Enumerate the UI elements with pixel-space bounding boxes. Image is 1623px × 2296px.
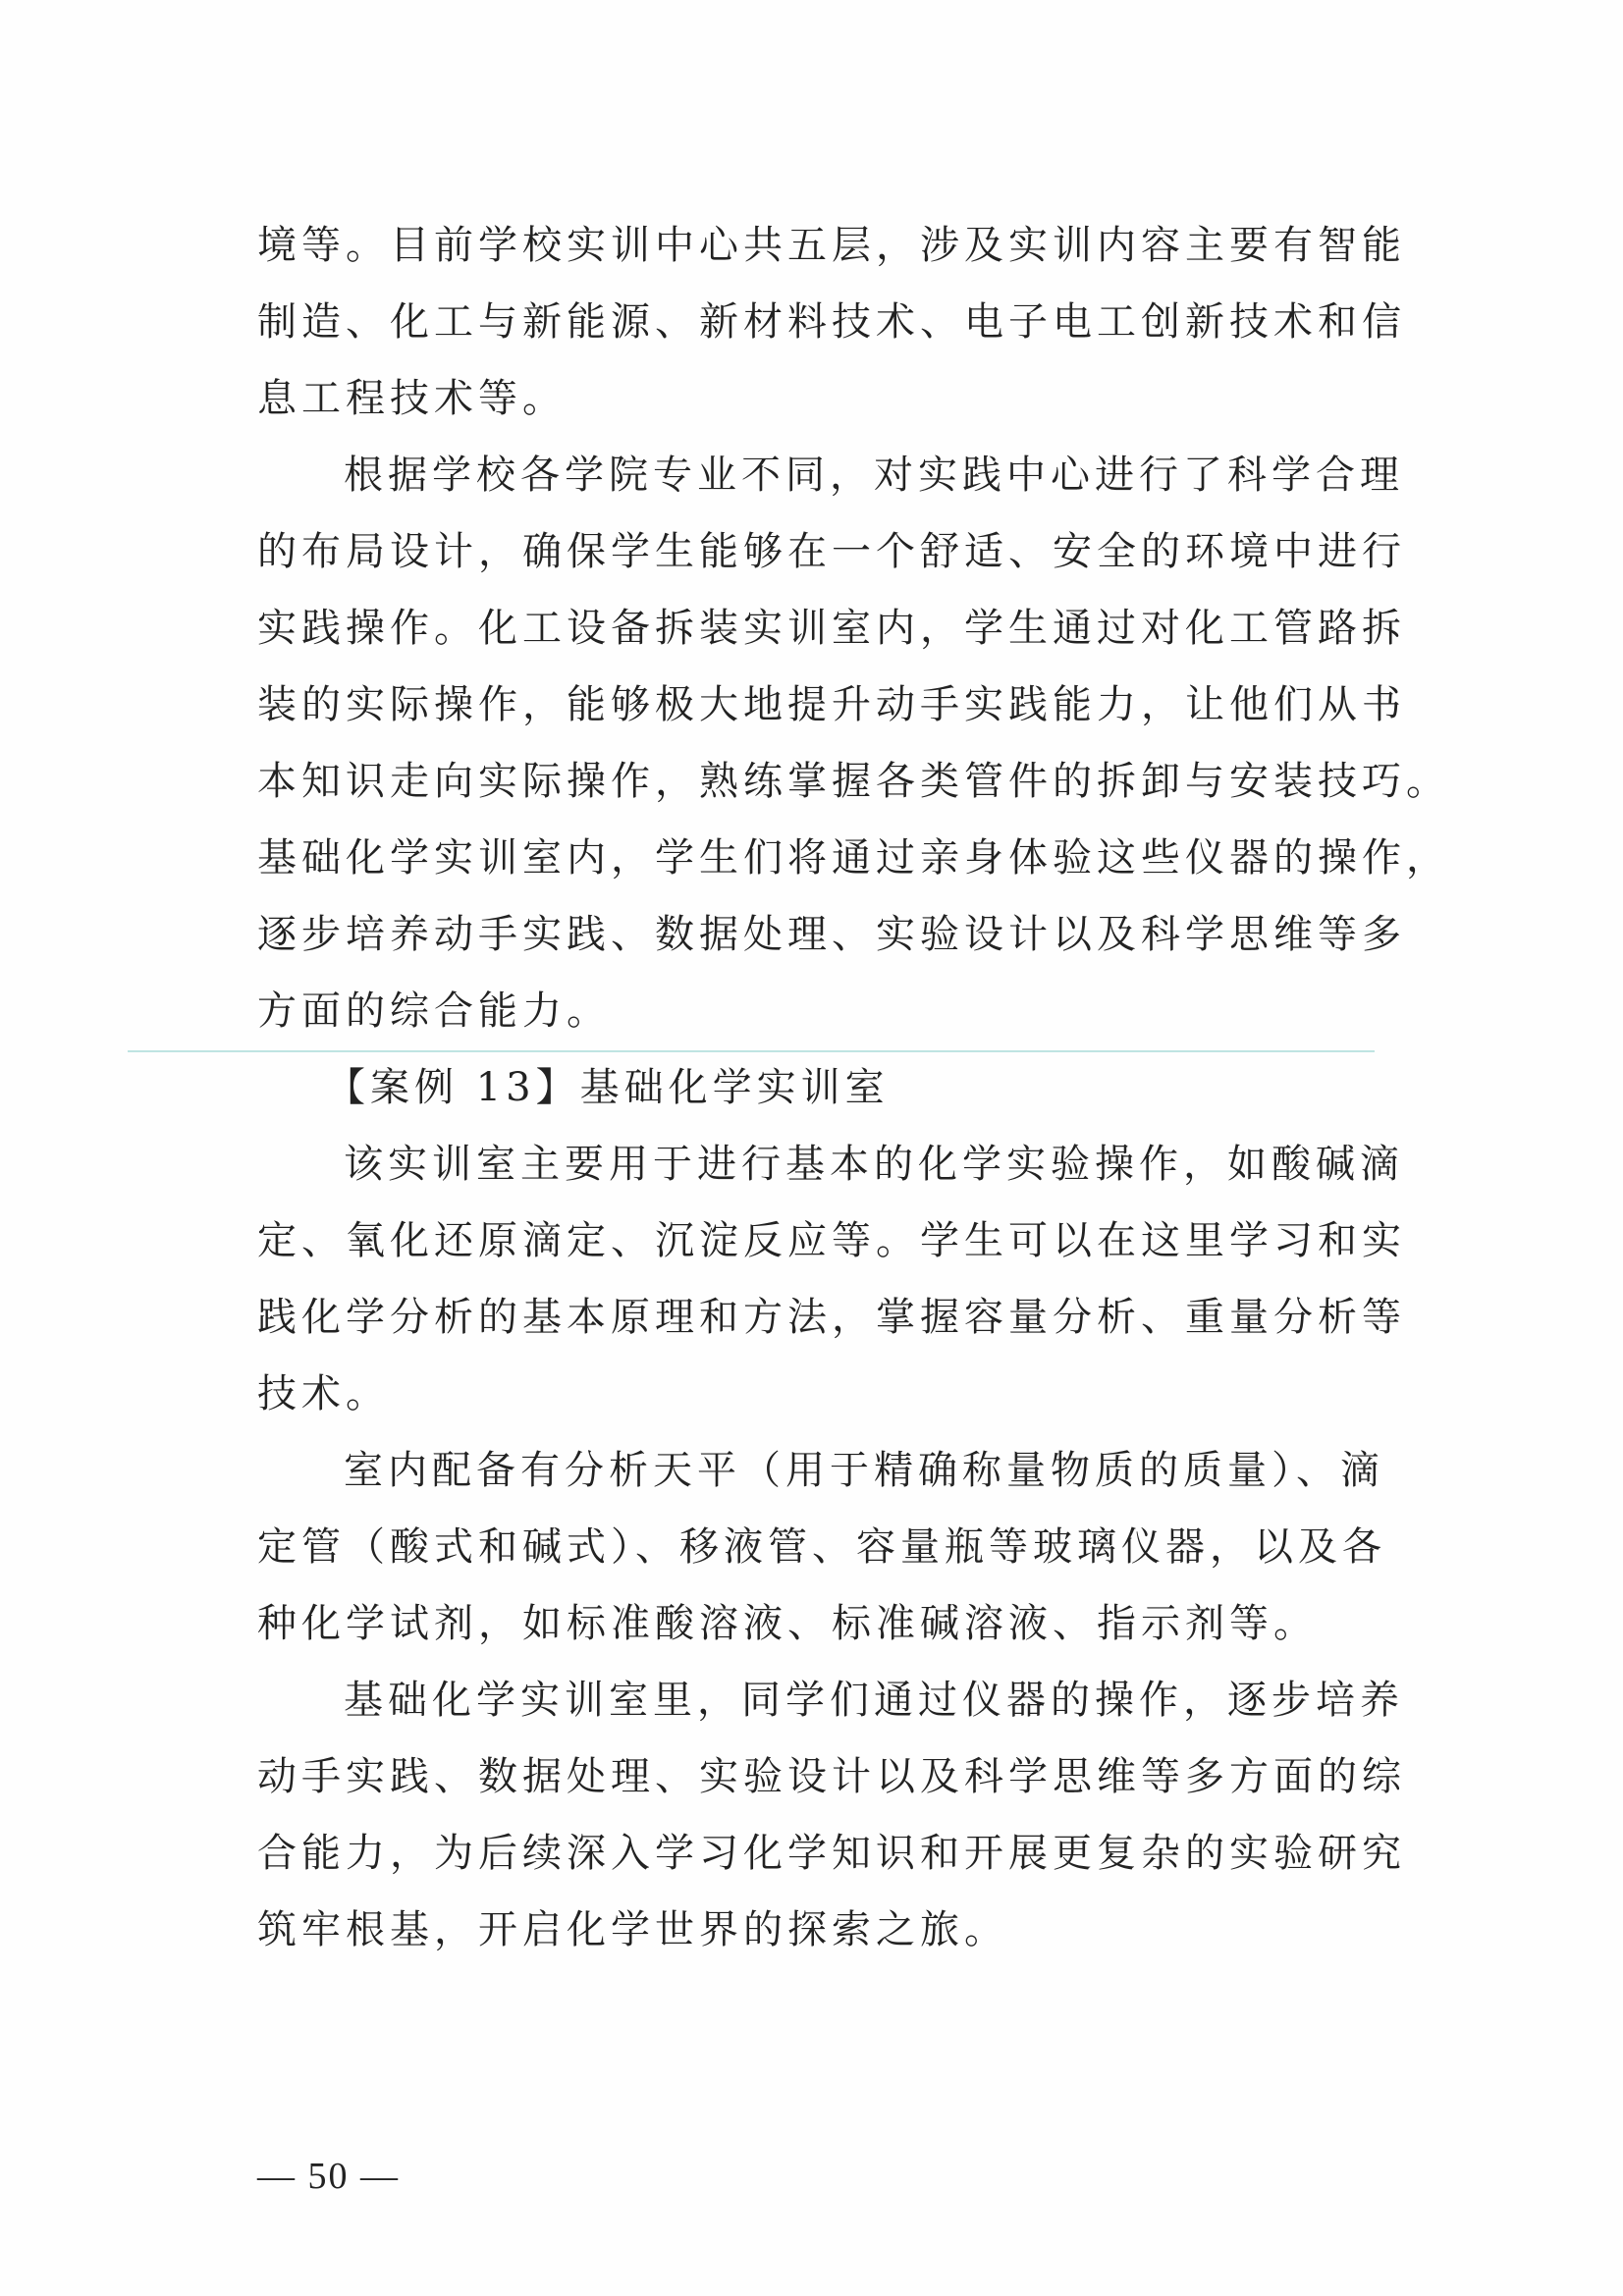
paragraph-line: 筑牢根基，开启化学世界的探索之旅。 — [257, 1907, 1008, 1952]
paragraph-line: 息工程技术等。 — [257, 376, 567, 421]
paragraph-line: 的布局设计，确保学生能够在一个舒适、安全的环境中进行 — [257, 529, 1406, 574]
paragraph-line: 室内配备有分析天平（用于精确称量物质的质量）、滴 — [344, 1448, 1384, 1493]
paragraph-line: 技术。 — [257, 1371, 390, 1416]
section-divider — [128, 1050, 1375, 1052]
paragraph-line: 本知识走向实际操作，熟练掌握各类管件的拆卸与安装技巧。 — [257, 759, 1450, 804]
case-heading: 【案例 13】基础化学实训室 — [326, 1065, 890, 1110]
paragraph-line: 装的实际操作，能够极大地提升动手实践能力，让他们从书 — [257, 682, 1406, 727]
paragraph-line: 方面的综合能力。 — [257, 988, 611, 1034]
page-number: — 50 — — [257, 2156, 400, 2197]
paragraph-line: 定、氧化还原滴定、沉淀反应等。学生可以在这里学习和实 — [257, 1218, 1406, 1263]
paragraph-line: 境等。目前学校实训中心共五层，涉及实训内容主要有智能 — [257, 223, 1406, 268]
paragraph-line: 该实训室主要用于进行基本的化学实验操作，如酸碱滴 — [344, 1142, 1404, 1187]
paragraph-line: 根据学校各学院专业不同，对实践中心进行了科学合理 — [344, 453, 1404, 498]
paragraph-line: 基础化学实训室里，同学们通过仪器的操作，逐步培养 — [344, 1678, 1404, 1723]
paragraph-line: 定管（酸式和碱式）、移液管、容量瓶等玻璃仪器，以及各 — [257, 1524, 1386, 1570]
paragraph-line: 种化学试剂，如标准酸溶液、标准碱溶液、指示剂等。 — [257, 1601, 1318, 1646]
paragraph-line: 制造、化工与新能源、新材料技术、电子电工创新技术和信 — [257, 299, 1406, 345]
paragraph-line: 合能力，为后续深入学习化学知识和开展更复杂的实验研究 — [257, 1831, 1406, 1876]
paragraph-line: 践化学分析的基本原理和方法，掌握容量分析、重量分析等 — [257, 1295, 1406, 1340]
paragraph-line: 基础化学实训室内，学生们将通过亲身体验这些仪器的操作， — [257, 835, 1450, 881]
paragraph-line: 逐步培养动手实践、数据处理、实验设计以及科学思维等多 — [257, 912, 1406, 957]
paragraph-line: 实践操作。化工设备拆装实训室内，学生通过对化工管路拆 — [257, 606, 1406, 651]
paragraph-line: 动手实践、数据处理、实验设计以及科学思维等多方面的综 — [257, 1754, 1406, 1799]
